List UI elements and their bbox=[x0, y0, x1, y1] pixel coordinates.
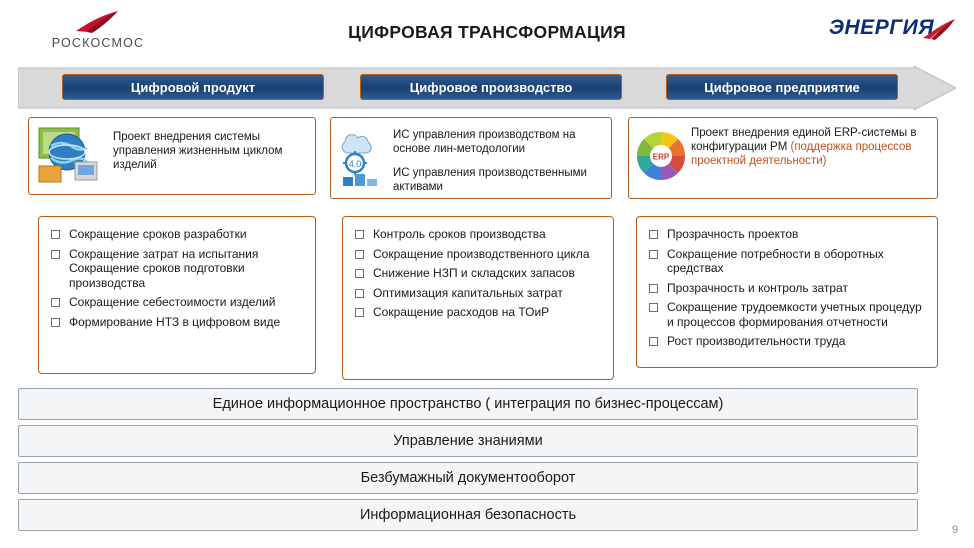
list-item-label: Оптимизация капитальных затрат bbox=[373, 285, 563, 300]
svg-text:ERP: ERP bbox=[652, 152, 670, 162]
list-item-label: Сокращение себестоимости изделий bbox=[69, 295, 276, 309]
list-item-label: Контроль сроков производства bbox=[373, 227, 546, 241]
bullet-square-icon bbox=[355, 230, 364, 239]
bullet-square-icon bbox=[51, 318, 60, 327]
product-text-erp-note: (поддержка процессов проектной деятельности) bbox=[691, 141, 912, 167]
slide-header bbox=[0, 0, 974, 62]
benefits-card-enterprise bbox=[636, 216, 938, 368]
energia-wordmark: ЭНЕРГИЯ bbox=[828, 16, 934, 39]
list-item bbox=[351, 247, 605, 262]
bullet-square-icon bbox=[649, 284, 658, 293]
foundation-bar-information-space: Единое информационное пространство ( интеграция по бизнес-процессам) bbox=[18, 388, 918, 420]
list-item-label: Прозрачность и контроль затрат bbox=[667, 280, 848, 295]
bullet-square-icon bbox=[649, 250, 658, 259]
benefits-list-product bbox=[47, 227, 307, 329]
list-item bbox=[645, 247, 929, 276]
product-text-production-assets: ИС управления производственными активами bbox=[393, 167, 587, 193]
list-item bbox=[47, 227, 307, 242]
list-item-label: Рост производительности труда bbox=[667, 334, 846, 348]
bullet-square-icon bbox=[51, 250, 60, 259]
bullet-square-icon bbox=[355, 308, 364, 317]
foundation-bar-knowledge-management: Управление знаниями bbox=[18, 425, 918, 457]
product-text-erp-main: Проект внедрения единой ERP-системы в конфигурации PM bbox=[691, 127, 917, 153]
list-item bbox=[47, 247, 307, 291]
bullet-square-icon bbox=[355, 269, 364, 278]
list-item bbox=[47, 295, 307, 310]
erp-wheel-icon bbox=[635, 128, 687, 184]
benefits-list-production bbox=[351, 227, 605, 320]
list-item bbox=[645, 281, 929, 296]
phases-arrow-band bbox=[18, 66, 956, 110]
product-card-production-is bbox=[330, 117, 612, 199]
bullet-square-icon bbox=[649, 337, 658, 346]
bullet-square-icon bbox=[355, 289, 364, 298]
list-item-label: Сокращение трудоемкости учетных процедур и процессов формирования отчетности bbox=[667, 300, 922, 329]
list-item bbox=[351, 266, 605, 281]
phase-pill-digital-production[interactable]: Цифровое производство bbox=[360, 74, 622, 100]
phase-pill-digital-product[interactable]: Цифровой продукт bbox=[62, 74, 324, 100]
list-item-label: Формирование НТЗ в цифровом виде bbox=[69, 314, 281, 329]
product-text-production-lean: ИС управления производством на основе лин-методологии bbox=[393, 129, 576, 155]
energia-logo bbox=[806, 14, 956, 50]
list-item-label: Снижение НЗП и складских запасов bbox=[373, 266, 575, 280]
list-item bbox=[645, 227, 929, 242]
bullet-square-icon bbox=[51, 230, 60, 239]
product-card-lifecycle bbox=[28, 117, 316, 195]
list-item bbox=[351, 227, 605, 242]
benefits-card-product bbox=[38, 216, 316, 374]
list-item-label: Прозрачность проектов bbox=[667, 227, 799, 241]
roscosmos-wordmark: РОСКОСМОС bbox=[51, 36, 145, 50]
energia-swoosh-icon bbox=[922, 18, 956, 40]
list-item bbox=[351, 305, 605, 320]
product-text-erp bbox=[691, 126, 931, 168]
bullet-square-icon bbox=[649, 230, 658, 239]
list-item bbox=[645, 334, 929, 349]
list-item-label: Сокращение производственного цикла bbox=[373, 246, 590, 261]
foundation-bar-information-security: Информационная безопасность bbox=[18, 499, 918, 531]
benefits-card-production bbox=[342, 216, 614, 380]
list-item-label: Сокращение затрат на испытания Сокращение сроков подготовки производства bbox=[69, 246, 259, 290]
bullet-square-icon bbox=[649, 303, 658, 312]
list-item-label: Сокращение расходов на ТОиР bbox=[373, 305, 550, 319]
list-item bbox=[351, 286, 605, 301]
page-title: ЦИФРОВАЯ ТРАНСФОРМАЦИЯ bbox=[348, 22, 626, 42]
globe-lifecycle-icon bbox=[37, 126, 103, 186]
product-text-lifecycle: Проект внедрения системы управления жизненным циклом изделий bbox=[113, 131, 283, 171]
list-item-label: Сокращение сроков разработки bbox=[69, 227, 247, 241]
list-item-label: Сокращение потребности в оборотных средствах bbox=[667, 246, 884, 275]
bullet-square-icon bbox=[51, 298, 60, 307]
svg-text:4.0: 4.0 bbox=[348, 159, 362, 169]
list-item bbox=[645, 300, 929, 329]
product-card-erp bbox=[628, 117, 938, 199]
smart-factory-icon bbox=[339, 130, 387, 188]
benefits-list-enterprise bbox=[645, 227, 929, 349]
foundation-bar-paperless-workflow: Безбумажный документооборот bbox=[18, 462, 918, 494]
list-item bbox=[47, 315, 307, 330]
bullet-square-icon bbox=[355, 250, 364, 259]
page-number: 9 bbox=[951, 524, 958, 536]
phase-pill-digital-enterprise[interactable]: Цифровое предприятие bbox=[666, 74, 898, 100]
